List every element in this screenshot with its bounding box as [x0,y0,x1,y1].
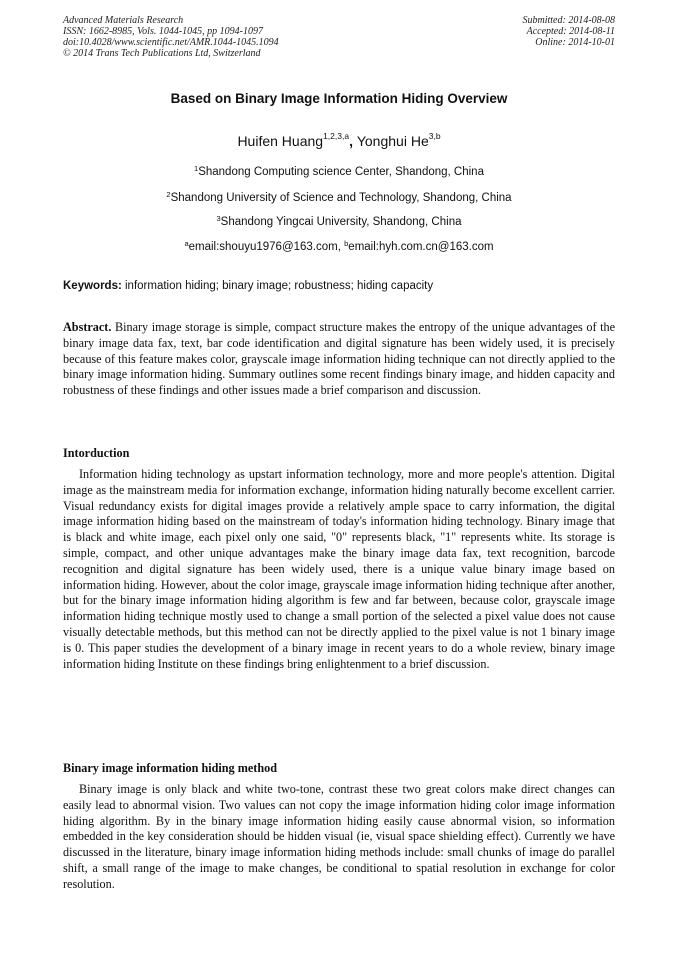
affiliation [0,192,678,204]
paper-title: Based on Binary Image Information Hiding Overview [170,91,508,106]
abstract-label: Abstract. [63,320,112,334]
author-affiliation-marker: 3,b [428,131,441,141]
submitted-date: Submitted: 2014-08-08 [522,15,615,26]
journal-header-right [523,15,616,48]
affiliation-text: Shandong Computing science Center, Shandong, China [198,166,484,178]
affiliation [0,216,678,228]
email-marker: b [344,239,349,248]
issn-line: ISSN: 1662-8985, Vols. 1044-1045, pp 1094-1097 [63,26,263,37]
affiliation-marker: 3 [216,214,221,223]
section-heading-method: Binary image information hiding method [63,761,277,775]
journal-header-left [63,15,279,59]
keywords [63,280,615,292]
journal-name: Advanced Materials Research [63,15,184,26]
online-date: Online: 2014-10-01 [535,37,615,48]
copyright-line: © 2014 Trans Tech Publications Ltd, Switzerland [63,48,261,59]
affiliation-marker: 1 [194,164,199,173]
author-name: Yonghui He [356,133,429,149]
abstract-text: Binary image storage is simple, compact structure makes the entropy of the unique advantages of the binary image data fax, text, bar code identification and digital signature has been widely used, it is precisely because of this feature makes color, grayscale image information hiding technique can not directly applied to the binary image information hiding. Summary outlines some recent findings binary image, and hidden capacity and robustness of these findings and other issues made a brief comparison and discussion. [63,320,615,398]
author-name: Huifen Huang [237,133,324,149]
abstract [63,320,615,399]
author-separator: , [349,133,357,149]
keywords-label: Keywords: [63,280,122,292]
affiliation-marker: 2 [166,190,171,199]
affiliation-text: Shandong University of Science and Technology, Shandong, China [170,192,512,204]
email-marker: a [184,239,189,248]
introduction-paragraph: Information hiding technology as upstart information technology, more and more people's attention. Digital image as the mainstream media for information exchange, information hiding naturally become excellent carrier. Visual redundancy exists for digital images provide a relatively ample space to carry information, the digital image information hiding based on the mainstream of today's information hiding technology. Binary image that is black and white image, each pixel only one said, "0" represents black, "1" represents white. Its storage is simple, compact, and other unique advantages make the binary image data fax, text recognition, barcode recognition and digital signature has been widely used, there is a unique value binary image based on information hiding. However, about the color image, grayscale image information hiding technique after another, but for the binary image information hiding algorithm is few and far between, because color, grayscale image information hiding technique mostly used to change a small portion of the selected a pixel value does not cause visually detectable methods, but this method can not be directly applied to the pixel value is not 1 binary image is 0. This paper studies the development of a binary image in recent years to do a whole review, binary image information hiding Institute on these findings bring enlightenment to a brief discussion. [63,467,615,671]
author-line [0,133,678,149]
affiliation-text: Shandong Yingcai University, Shandong, China [220,216,462,228]
accepted-date: Accepted: 2014-08-11 [526,26,615,37]
method-paragraph: Binary image is only black and white two-tone, contrast these two great colors make direct changes can easily lead to abnormal vision. Two values can not copy the image information hiding color image information hiding algorithm. By in the binary image information hiding easily cause abnormal vision, so information embedded in the key consideration should be hidden visual (ie, visual space shielding effect). Currently we have discussed in the literature, binary image information hiding methods include: small chunks of image do parallel shift, a small range of the image to make changes, be conditional to spatial resolution in exchange for color resolution. [63,782,615,891]
keywords-text: information hiding; binary image; robustness; hiding capacity [121,280,434,292]
email-text: email:shouyu1976@163.com, [188,241,345,253]
author-affiliation-marker: 1,2,3,a [323,131,350,141]
section-heading-introduction: Intorduction [63,446,130,460]
email-text: email:hyh.com.cn@163.com [348,241,494,253]
email-line [0,241,678,253]
affiliation [0,166,678,178]
doi-line: doi:10.4028/www.scientific.net/AMR.1044-1045.1094 [63,37,279,48]
